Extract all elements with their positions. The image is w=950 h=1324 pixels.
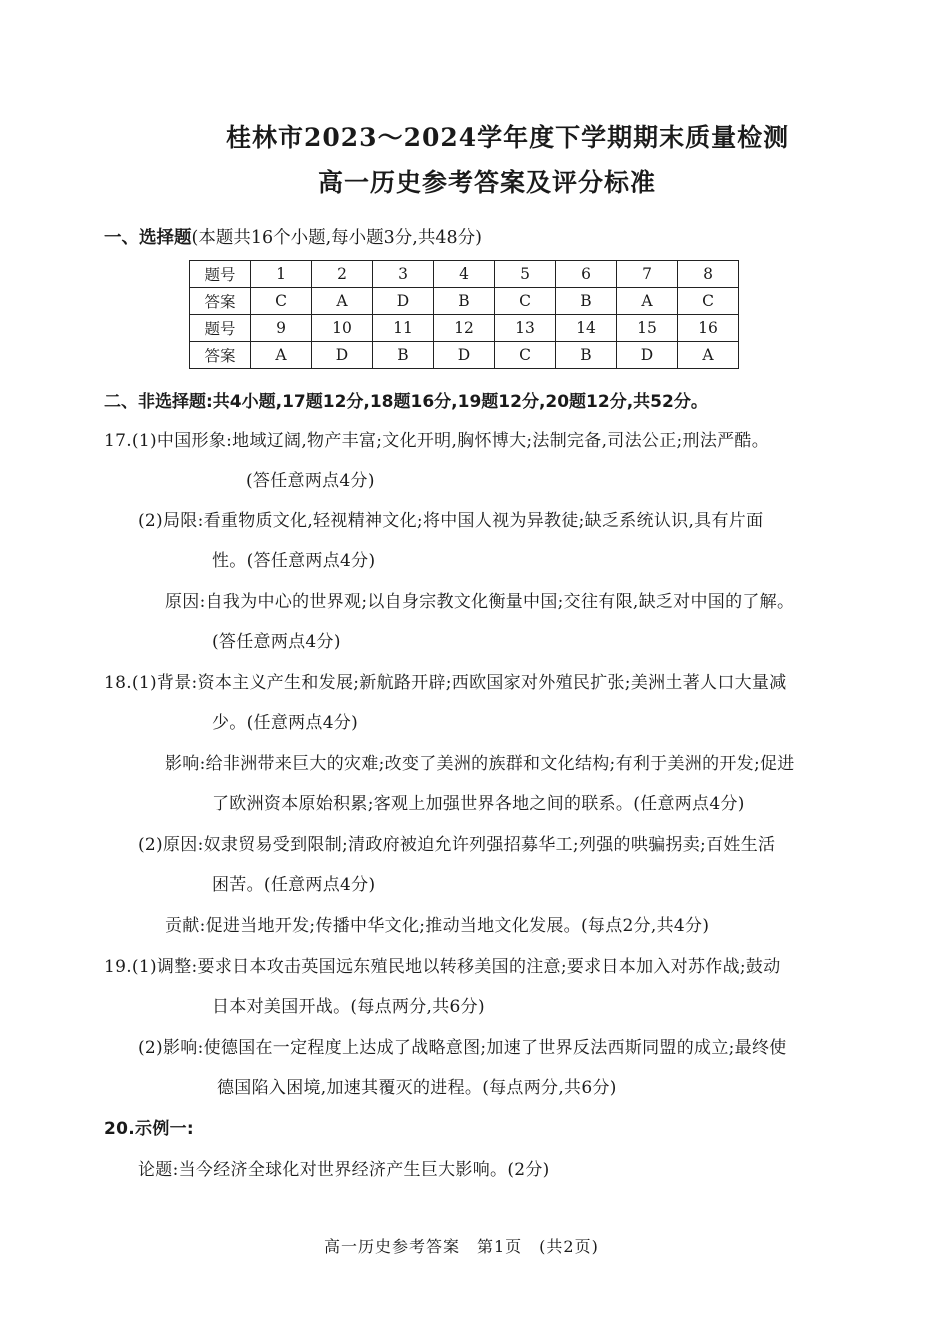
page-title: 桂林市2023～2024学年度下学期期末质量检测 <box>226 123 790 152</box>
page-subtitle: 高一历史参考答案及评分标准 <box>318 168 657 197</box>
page-footer: 高一历史参考答案 第1页 (共2页) <box>324 1237 599 1256</box>
answer-line: 20.示例一: <box>104 1119 195 1139</box>
answer-line: (答任意两点4分) <box>246 471 375 491</box>
table-cell: B <box>434 288 495 315</box>
answer-line: (2)局限:看重物质文化,轻视精神文化;将中国人视为异教徒;缺乏系统认识,具有片面 <box>138 511 764 531</box>
answer-line: 18.(1)背景:资本主义产生和发展;新航路开辟;西欧国家对外殖民扩张;美洲土著人口大量减 <box>104 673 787 693</box>
table-cell: 4 <box>434 261 495 288</box>
table-cell: 15 <box>617 315 678 342</box>
answer-line: 论题:当今经济全球化对世界经济产生巨大影响。(2分) <box>138 1160 550 1180</box>
table-cell: 1 <box>251 261 312 288</box>
table-cell: 12 <box>434 315 495 342</box>
answer-line: 原因:自我为中心的世界观;以自身宗教文化衡量中国;交往有限,缺乏对中国的了解。 <box>165 592 795 612</box>
table-row <box>190 342 739 369</box>
answer-line: 德国陷入困境,加速其覆灭的进程。(每点两分,共6分) <box>217 1078 617 1098</box>
table-row <box>190 261 739 288</box>
table-cell: C <box>495 288 556 315</box>
answer-line: 19.(1)调整:要求日本攻击英国远东殖民地以转移美国的注意;要求日本加入对苏作战;鼓动 <box>104 957 781 977</box>
section-1-heading <box>104 224 482 249</box>
table-cell: 答案 <box>190 342 251 369</box>
section-2-heading <box>104 387 708 412</box>
table-cell: A <box>678 342 739 369</box>
table-cell: A <box>251 342 312 369</box>
table-cell: C <box>251 288 312 315</box>
table-cell: 6 <box>556 261 617 288</box>
table-cell: 2 <box>312 261 373 288</box>
answer-line: 了欧洲资本原始积累;客观上加强世界各地之间的联系。(任意两点4分) <box>212 794 745 814</box>
table-row <box>190 315 739 342</box>
table-cell: 9 <box>251 315 312 342</box>
answer-line: 影响:给非洲带来巨大的灾难;改变了美洲的族群和文化结构;有利于美洲的开发;促进 <box>165 754 795 774</box>
section-1-note: (本题共16个小题,每小题3分,共48分) <box>191 228 482 248</box>
table-cell: D <box>312 342 373 369</box>
table-cell: 答案 <box>190 288 251 315</box>
table-cell: 13 <box>495 315 556 342</box>
table-cell: C <box>495 342 556 369</box>
table-cell: D <box>434 342 495 369</box>
table-row <box>190 288 739 315</box>
table-cell: B <box>556 288 617 315</box>
table-cell: B <box>556 342 617 369</box>
table-cell: D <box>617 342 678 369</box>
table-cell: D <box>373 288 434 315</box>
table-cell: 5 <box>495 261 556 288</box>
answer-line: 日本对美国开战。(每点两分,共6分) <box>212 997 485 1017</box>
table-cell: 3 <box>373 261 434 288</box>
answer-line: (2)影响:使德国在一定程度上达成了战略意图;加速了世界反法西斯同盟的成立;最终使 <box>138 1038 787 1058</box>
section-2-label: 二、非选择题:共4小题,17题12分,18题16分,19题12分,20题12分,共52分。 <box>104 392 708 412</box>
answer-line: (2)原因:奴隶贸易受到限制;清政府被迫允许列强招募华工;列强的哄骗拐卖;百姓生活 <box>138 835 776 855</box>
answer-line: 贡献:促进当地开发;传播中华文化;推动当地文化发展。(每点2分,共4分) <box>165 916 710 936</box>
table-cell: 10 <box>312 315 373 342</box>
table-cell: 7 <box>617 261 678 288</box>
answer-line: 性。(答任意两点4分) <box>212 551 376 571</box>
section-1-label: 一、选择题 <box>104 228 192 248</box>
table-cell: 11 <box>373 315 434 342</box>
table-cell: 8 <box>678 261 739 288</box>
table-cell: 题号 <box>190 261 251 288</box>
answer-line: 困苦。(任意两点4分) <box>212 875 376 895</box>
answer-line: 少。(任意两点4分) <box>212 713 359 733</box>
table-cell: A <box>312 288 373 315</box>
table-cell: 题号 <box>190 315 251 342</box>
table-cell: B <box>373 342 434 369</box>
answer-line: (答任意两点4分) <box>212 632 341 652</box>
table-cell: 14 <box>556 315 617 342</box>
table-cell: C <box>678 288 739 315</box>
answer-line: 17.(1)中国形象:地域辽阔,物产丰富;文化开明,胸怀博大;法制完备,司法公正;刑法严酷。 <box>104 431 770 451</box>
table-cell: A <box>617 288 678 315</box>
table-cell: 16 <box>678 315 739 342</box>
answer-table <box>189 260 739 369</box>
